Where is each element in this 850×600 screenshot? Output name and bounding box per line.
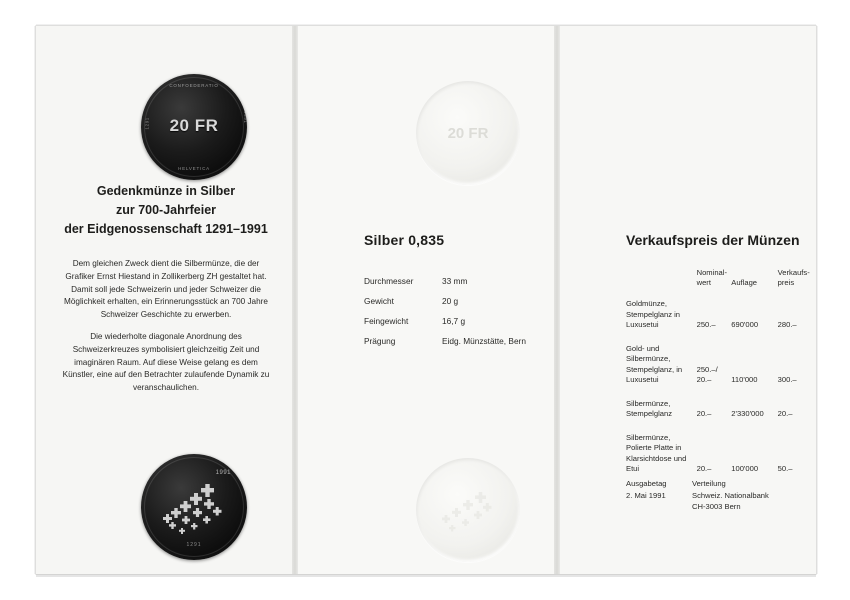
spec-value: Eidg. Münzstätte, Bern	[442, 336, 526, 346]
brochure-body-text	[62, 258, 270, 395]
coin-reverse-year: 1991	[215, 470, 231, 476]
swiss-cross-emboss-icon	[437, 479, 499, 541]
coin-obverse	[141, 74, 247, 180]
body-paragraph-1: Dem gleichen Zweck dient die Silbermünze, die der Grafiker Ernst Hiestand in Zollikerberg ZH gestaltet hat. Damit soll jede Schweizerin und jeder Schweizer die Möglichkeit erhalten, ein Erinnerungsstück an 700 Jahre Schweizer Geschichte zu erwerben.	[64, 259, 268, 320]
distribution-line-2: CH-3003 Bern	[692, 502, 741, 511]
fold-crease-left	[292, 26, 298, 574]
col-header-description	[626, 268, 697, 299]
spec-table	[364, 276, 549, 356]
coin-date-left: 1291	[144, 117, 150, 130]
row-auflage: 110'000	[731, 375, 758, 384]
title-line-3: der Eidgenossenschaft 1291–1991	[64, 222, 268, 236]
price-table	[626, 268, 816, 488]
table-row	[626, 344, 816, 399]
brochure-folder	[36, 26, 816, 574]
coin-reverse	[141, 454, 247, 560]
spec-key: Durchmesser	[364, 276, 414, 286]
fold-crease-right	[554, 26, 560, 574]
row-nominal: 20.–	[696, 464, 712, 473]
col-header-price-line1: Verkaufs-	[777, 268, 810, 277]
spec-value: 16,7 g	[442, 316, 466, 326]
distribution-line-1: Schweiz. Nationalbank	[692, 490, 769, 500]
spec-key: Gewicht	[364, 296, 394, 306]
issue-info	[626, 478, 816, 513]
spec-heading: Silber 0,835	[364, 232, 445, 248]
row-price: 50.–	[777, 464, 793, 473]
title-line-2: zur 700-Jahrfeier	[115, 203, 217, 217]
issue-row-address	[626, 501, 816, 513]
row-nominal-line2: 20.–	[696, 375, 712, 384]
spec-key: Feingewicht	[364, 316, 409, 326]
distribution-label: Verteilung	[692, 479, 726, 488]
row-nominal: 20.–	[696, 409, 712, 418]
coin-emboss-bottom	[416, 458, 520, 562]
coin-denomination: 20 FR	[169, 116, 219, 136]
row-nominal-line1: 250.–/	[696, 364, 718, 374]
folder-edge-bottom	[36, 574, 816, 577]
col-header-nominal-line1: Nominal-	[696, 268, 727, 277]
coin-legend-top: CONFOEDERATIO	[169, 83, 219, 88]
row-auflage: 690'000	[731, 320, 759, 329]
issue-row-label	[626, 478, 816, 490]
table-row	[626, 399, 816, 433]
spec-row	[364, 316, 549, 336]
col-header-nominal-line2: wert	[696, 277, 711, 287]
row-description: Gold- und Silbermünze, Stempelglanz, in Luxusetui	[626, 343, 683, 384]
row-nominal	[697, 344, 732, 399]
issue-row-date	[626, 490, 816, 502]
swiss-cross-motif-icon	[157, 470, 231, 544]
price-heading: Verkaufspreis der Münzen	[626, 232, 800, 248]
row-auflage: 2'330'000	[731, 409, 764, 418]
spec-key: Prägung	[364, 336, 396, 346]
spec-value: 33 mm	[442, 276, 468, 286]
col-header-price	[778, 268, 816, 299]
coin-date-right: 1991	[242, 110, 247, 124]
row-auflage: 100'000	[731, 464, 759, 473]
spec-row	[364, 336, 549, 356]
brochure-title	[58, 182, 274, 239]
row-price: 20.–	[777, 409, 793, 418]
body-paragraph-2: Die wiederholte diagonale Anordnung des Schweizerkreuzes symbolisiert gleichzeitig Zeit und imaginären Raum. Auf diese Weise gelang es dem Künstler, eine auf den Betrachter zulaufende Dynamik zu veranschaulichen.	[62, 331, 270, 393]
spec-row	[364, 296, 549, 316]
row-price: 280.–	[777, 320, 797, 329]
issue-spacer	[626, 501, 692, 513]
title-line-1: Gedenkmünze in Silber	[96, 184, 236, 198]
spec-value: 20 g	[442, 296, 459, 306]
emboss-denomination-label: 20 FR	[447, 124, 489, 142]
col-header-auflage: Auflage	[731, 277, 758, 287]
row-description: Goldmünze, Stempelglanz in Luxusetui	[626, 299, 681, 329]
issue-date: 2. Mai 1991	[626, 490, 666, 500]
row-nominal: 250.–	[696, 320, 716, 329]
row-description: Silbermünze, Stempelglanz	[626, 398, 673, 418]
row-price: 300.–	[777, 375, 797, 384]
coin-emboss-top	[416, 81, 520, 185]
coin-legend-bottom: HELVETICA	[178, 166, 210, 171]
table-row	[626, 299, 816, 344]
spec-row	[364, 276, 549, 296]
row-description: Silbermünze, Polierte Platte in Klarsichtdose und Etui	[626, 432, 687, 473]
col-header-price-line2: preis	[777, 277, 795, 287]
folder-edge-right	[816, 26, 818, 574]
issue-label: Ausgabetag	[626, 479, 667, 488]
coin-reverse-mark: 1291	[186, 542, 202, 548]
price-table-header-row	[626, 268, 816, 299]
col-header-nominal	[697, 268, 732, 299]
